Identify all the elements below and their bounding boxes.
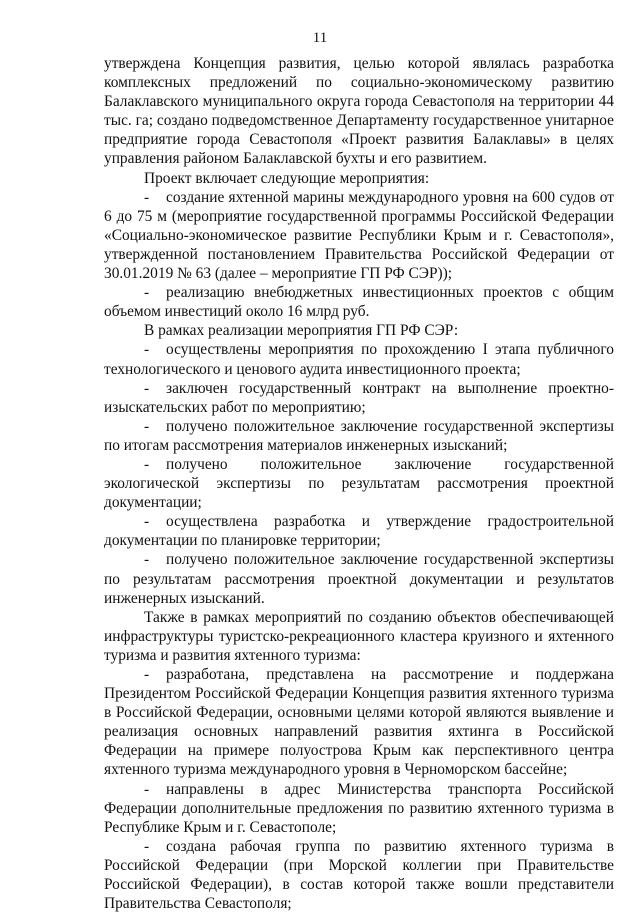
bullet-item: [104, 837, 614, 913]
bullet-item: [104, 417, 614, 455]
bullet-marker: -: [144, 780, 150, 798]
bullet-marker: -: [144, 341, 150, 359]
bullet-marker: -: [144, 513, 150, 531]
bullet-text: создание яхтенной марины международного уровня на 600 судов от 6 до 75 м (мероприятие государственной программы Российской Федерации «Социально-экономическое развитие Республики Крым и г. Севастополя», утвержденной постановлением Правительства Российской Федерации от 30.01.2019 № 63 (далее – мероприятие ГП РФ СЭР));: [104, 188, 614, 283]
paragraph-heading: В рамках реализации мероприятия ГП РФ СЭР:: [144, 322, 459, 340]
bullet-marker: -: [144, 551, 150, 569]
bullet-item: [104, 550, 614, 607]
bullet-marker: -: [144, 666, 150, 683]
paragraph-heading: Проект включает следующие мероприятия:: [144, 169, 430, 187]
bullet-text: создана рабочая группа по развитию яхтенного туризма в Российской Федерации (при Морской коллегии при Правительстве Российской Федерации), в состав которой также вошли представители Правительства Севастополя;: [104, 837, 614, 913]
bullet-item: [104, 455, 614, 512]
bullet-item: [104, 780, 614, 837]
paragraph: утверждена Концепция развития, целью которой являлась разработка комплексных предложений по социально-экономическому развитию Балаклавского муниципального округа города Севастополя на территории 44 тыс. га; создано подведомственное Департаменту государственное унитарное предприятие города Севастополя «Проект развития Балаклавы» в целях управления районом Балаклавской бухты и его развитием.: [104, 55, 614, 168]
bullet-text: осуществлена разработка и утверждение градостроительной документации по планировке территории;: [104, 513, 614, 550]
bullet-item: [104, 283, 614, 321]
document-body: [104, 54, 614, 913]
bullet-item: [104, 188, 614, 283]
bullet-text: получено положительное заключение государственной экологической экспертизы по результатам рассмотрения проектной документации;: [104, 455, 614, 512]
bullet-text: осуществлены мероприятия по прохождению I этапа публичного технологического и ценового аудита инвестиционного проекта;: [104, 341, 614, 378]
bullet-item: [104, 340, 614, 378]
bullet-text: направлены в адрес Министерства транспорта Российской Федерации дополнительные предложения по развитию яхтенного туризма в Республике Крым и г. Севастополе;: [104, 780, 614, 836]
bullet-text: разработана, представлена на рассмотрение и поддержана Президентом Российской Федерации Концепция развития яхтенного туризма в Российской Федерации, основными целями которой являются выявление и реализация основных направлений развития яхтинга в Российской Федерации на примере полуострова Крым как перспективного центра яхтенного туризма международного уровня в Черноморском бассейне;: [104, 666, 614, 779]
bullet-marker: -: [144, 188, 150, 206]
bullet-marker: -: [144, 417, 150, 435]
bullet-item: [104, 665, 614, 780]
bullet-marker: -: [144, 837, 150, 855]
paragraph-heading: Также в рамках мероприятий по созданию объектов обеспечивающей инфраструктуры туристско-рекреационного кластера круизного и яхтенного туризма и развития яхтенного туризма:: [104, 608, 614, 664]
bullet-text: заключен государственный контракт на выполнение проектно-изыскательских работ по мероприятию;: [104, 379, 614, 416]
bullet-text: получено положительное заключение государственной экспертизы по результатам рассмотрения проектной документации и результатов инженерных изысканий.: [104, 551, 614, 607]
bullet-item: [104, 379, 614, 417]
bullet-item: [104, 512, 614, 550]
bullet-marker: -: [144, 455, 150, 473]
page-number: 11: [312, 30, 328, 46]
bullet-text: получено положительное заключение государственной экспертизы по итогам рассмотрения материалов инженерных изысканий;: [104, 417, 614, 454]
bullet-text: реализацию внебюджетных инвестиционных проектов с общим объемом инвестиций около 16 млрд руб.: [104, 284, 614, 321]
bullet-marker: -: [144, 379, 150, 397]
bullet-marker: -: [144, 284, 150, 302]
